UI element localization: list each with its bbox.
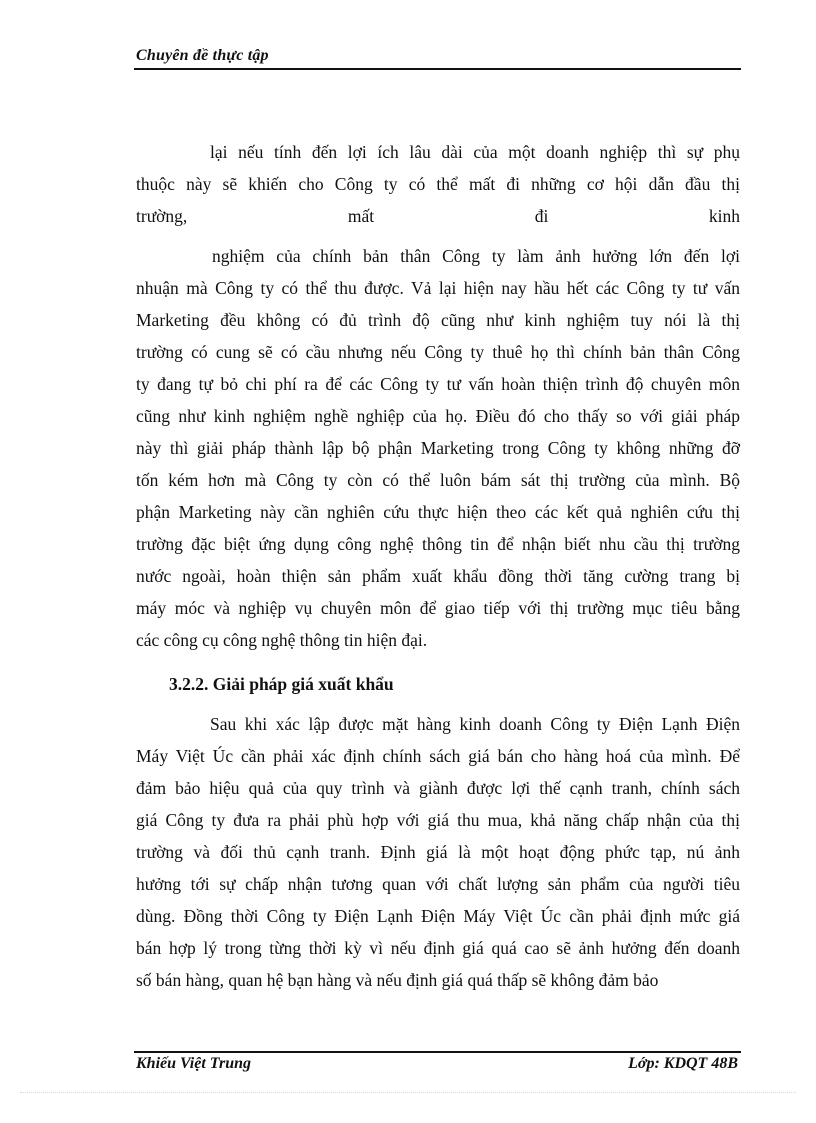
text-line: thuộc này sẽ khiến cho Công ty có thể mất đi những cơ hội dẫn đầu thị <box>136 174 740 194</box>
text-line: phận Marketing này cần nghiên cứu thực hiện theo các kết quả nghiên cứu thị <box>136 502 740 522</box>
text-line: bán hợp lý trong từng thời kỳ vì nếu định giá quá cao sẽ ảnh hưởng đến doanh <box>136 938 740 958</box>
text-line: trường đặc biệt ứng dụng công nghệ thông tin để nhận biết nhu cầu thị trường <box>136 534 740 554</box>
text-line: nước ngoài, hoàn thiện sản phẩm xuất khẩu đồng thời tăng cường trang bị <box>136 566 740 586</box>
text-line: lại nếu tính đến lợi ích lâu dài của một doanh nghiệp thì sự phụ <box>210 142 740 162</box>
text-line: ty đang tự bỏ chi phí ra để các Công ty tư vấn hoàn thiện trình độ chuyên môn <box>136 374 740 394</box>
text-line: trường và đối thủ cạnh tranh. Định giá là một hoạt động phức tạp, nú ảnh <box>136 842 740 862</box>
text-line: giá Công ty đưa ra phải phù hợp với giá thu mua, khả năng chấp nhận của thị <box>136 810 740 830</box>
section-heading: 3.2.2. Giải pháp giá xuất khẩu <box>169 674 394 694</box>
text-line: máy móc và nghiệp vụ chuyên môn để giao tiếp với thị trường mục tiêu bằng <box>136 598 740 618</box>
footer-author: Khiếu Việt Trung <box>136 1055 251 1072</box>
header-divider <box>134 68 741 70</box>
text-line: nhuận mà Công ty có thể thu được. Vả lại hiện nay hầu hết các Công ty tư vấn <box>136 278 740 298</box>
footer-divider <box>134 1051 741 1053</box>
text-line: trường có cung sẽ có cầu nhưng nếu Công ty thuê họ thì chính bản thân Công <box>136 342 740 362</box>
text-line: Marketing đều không có đủ trình độ cũng như kinh nghiệm tuy nói là thị <box>136 310 740 330</box>
text-line: số bán hàng, quan hệ bạn hàng và nếu định giá quá thấp sẽ không đảm bảo <box>136 970 659 990</box>
text-line: cũng như kinh nghiệm nghề nghiệp của họ. Điều đó cho thấy so với giải pháp <box>136 406 740 426</box>
text-line: Sau khi xác lập được mặt hàng kinh doanh Công ty Điện Lạnh Điện <box>210 714 740 734</box>
text-line: đảm bảo hiệu quả của quy trình và giành được lợi thế cạnh tranh, chính sách <box>136 778 740 798</box>
text-line: này thì giải pháp thành lập bộ phận Marketing trong Công ty không những đỡ <box>136 438 740 458</box>
text-line: trường, mất đi kinh <box>136 206 740 226</box>
text-line: tốn kém hơn mà Công ty còn có thể luôn bám sát thị trường của mình. Bộ <box>136 470 740 490</box>
text-line: dùng. Đồng thời Công ty Điện Lạnh Điện Máy Việt Úc cần phải định mức giá <box>136 906 740 926</box>
header-title: Chuyên đề thực tập <box>136 47 269 64</box>
text-line: Máy Việt Úc cần phải xác định chính sách giá bán cho hàng hoá của mình. Để <box>136 746 740 766</box>
text-line: nghiệm của chính bản thân Công ty làm ảnh hưởng lớn đến lợi <box>212 246 740 266</box>
text-line: các công cụ công nghệ thông tin hiện đại. <box>136 630 428 650</box>
text-line: hưởng tới sự chấp nhận tương quan với chất lượng sản phẩm của người tiêu <box>136 874 740 894</box>
footer-class-label: Lớp: KDQT 48B <box>628 1055 738 1072</box>
page-bottom-edge <box>20 1092 796 1093</box>
